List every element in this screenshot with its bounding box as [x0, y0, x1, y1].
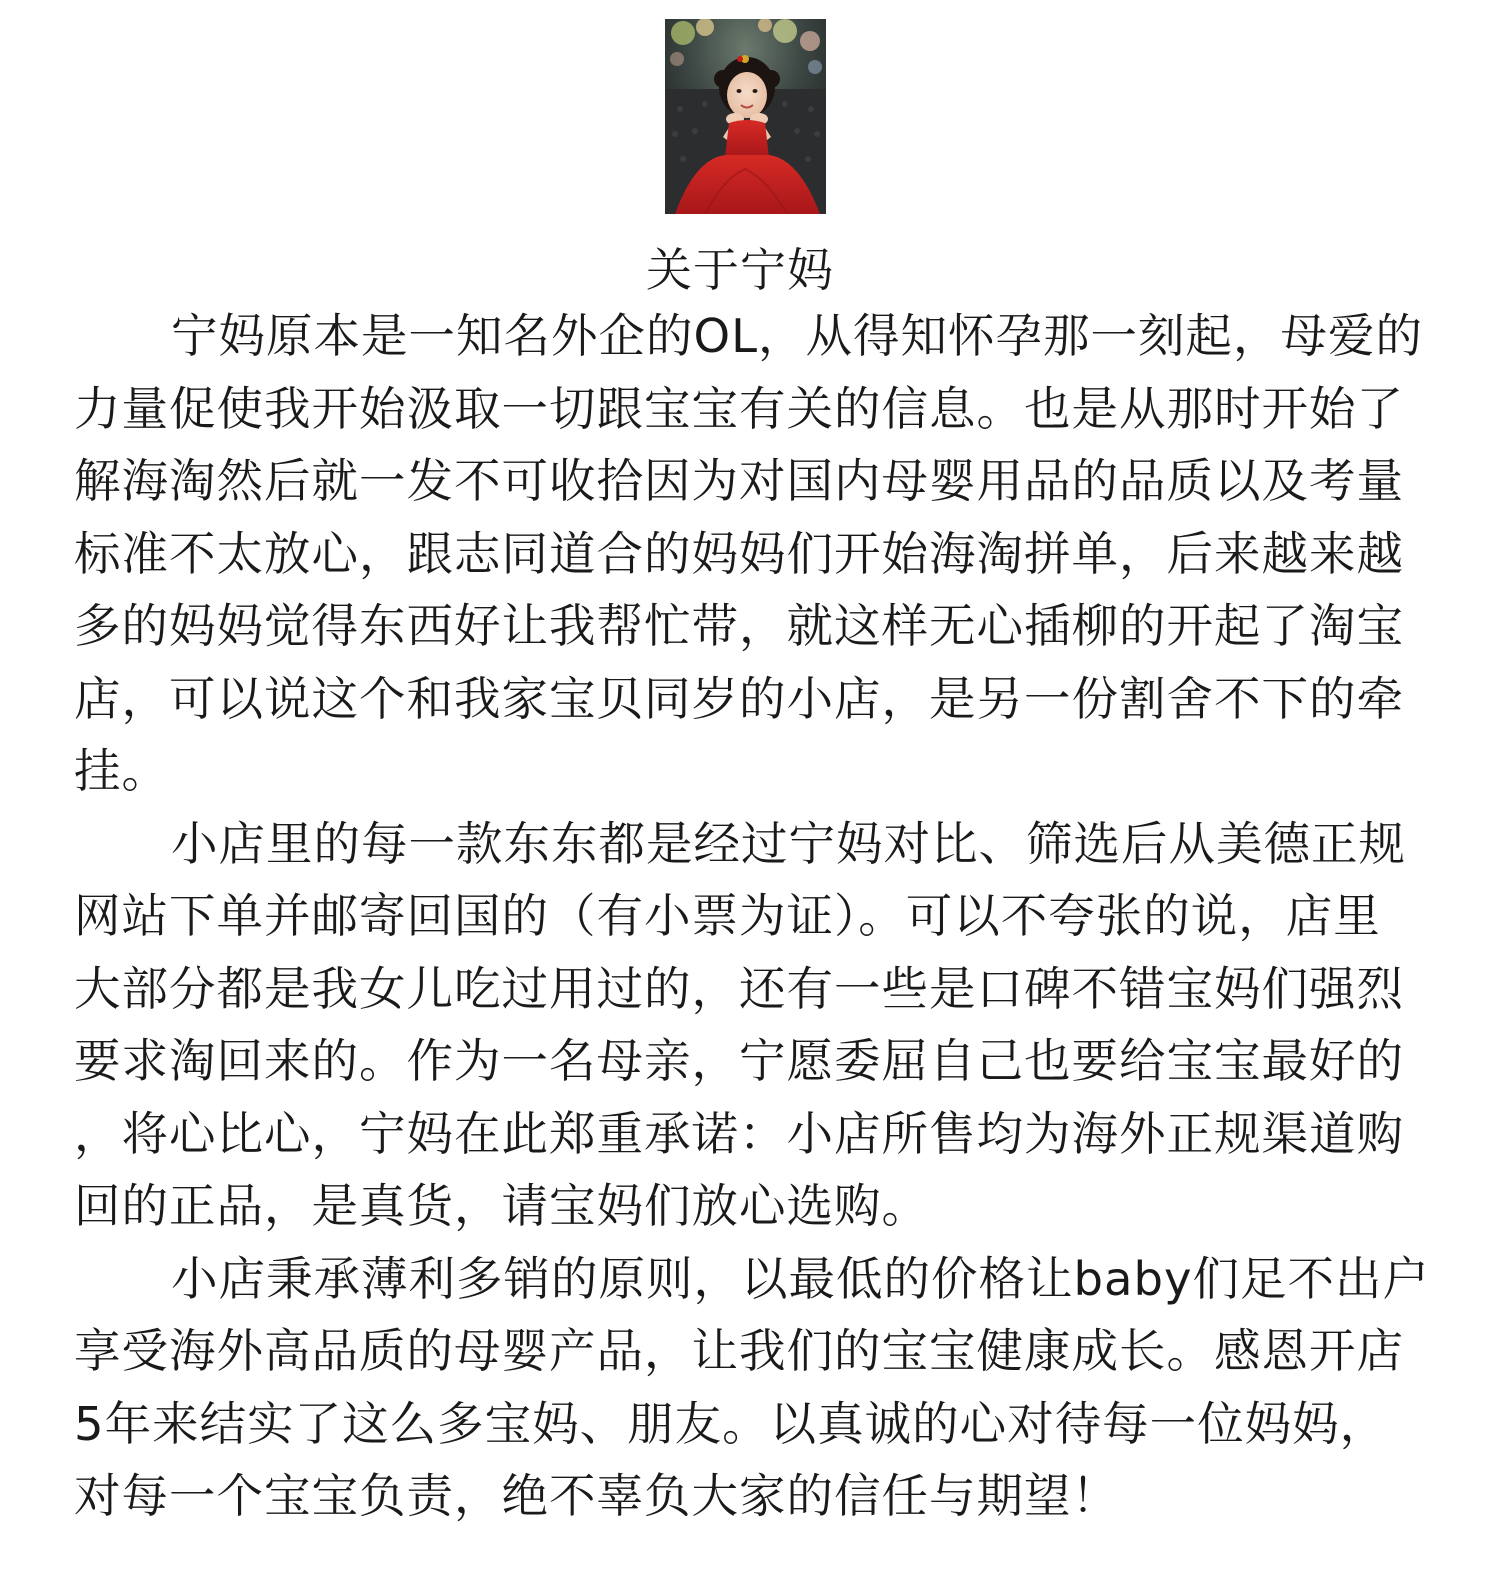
text-line: 回的正品，是真货，请宝妈们放心选购。: [74, 1179, 929, 1233]
text-line: 多的妈妈觉得东西好让我帮忙带，就这样无心插柳的开起了淘宝: [74, 599, 1404, 653]
text-line: 要求淘回来的。作为一名母亲，宁愿委屈自己也要给宝宝最好的: [74, 1034, 1404, 1088]
text-line: 小店里的每一款东东都是经过宁妈对比、筛选后从美德正规: [171, 816, 1406, 871]
text-line: 享受海外高品质的母婴产品，让我们的宝宝健康成长。感恩开店: [74, 1324, 1404, 1378]
text-line: ，将心比心，宁妈在此郑重承诺：小店所售均为海外正规渠道购: [74, 1106, 1404, 1161]
text-line: 大部分都是我女儿吃过用过的，还有一些是口碑不错宝妈们强烈: [74, 961, 1404, 1016]
text-line: 标准不太放心，跟志同道合的妈妈们开始海淘拼单，后来越来越: [74, 526, 1404, 581]
paragraph-1: [74, 300, 1424, 808]
text-line: 解海淘然后就一发不可收拾因为对国内母婴用品的品质以及考量: [74, 454, 1404, 508]
text-line: 5年来结实了这么多宝妈、朋友。以真诚的心对待每一位妈妈，: [74, 1396, 1388, 1451]
paragraph-3: [74, 1243, 1431, 1533]
text-line: 小店秉承薄利多销的原则，以最低的价格让baby们足不出户: [171, 1251, 1431, 1306]
text-line: 宁妈原本是一知名外企的OL，从得知怀孕那一刻起，母爱的: [171, 309, 1424, 363]
text-line: 店，可以说这个和我家宝贝同岁的小店，是另一份割舍不下的牵: [74, 671, 1404, 726]
text-line: 对每一个宝宝负责，绝不辜负大家的信任与期望！: [74, 1469, 1119, 1523]
profile-photo: [665, 19, 826, 214]
page-title: 关于宁妈: [646, 243, 834, 297]
article-body: [74, 300, 1431, 1533]
paragraph-2: [74, 808, 1420, 1243]
text-line: 网站下单并邮寄回国的（有小票为证）。可以不夸张的说，店里: [74, 889, 1381, 943]
text-line: 力量促使我开始汲取一切跟宝宝有关的信息。也是从那时开始了: [74, 381, 1404, 436]
text-line: 挂。: [74, 744, 169, 798]
girl-in-red-dress-photo: [665, 19, 826, 214]
